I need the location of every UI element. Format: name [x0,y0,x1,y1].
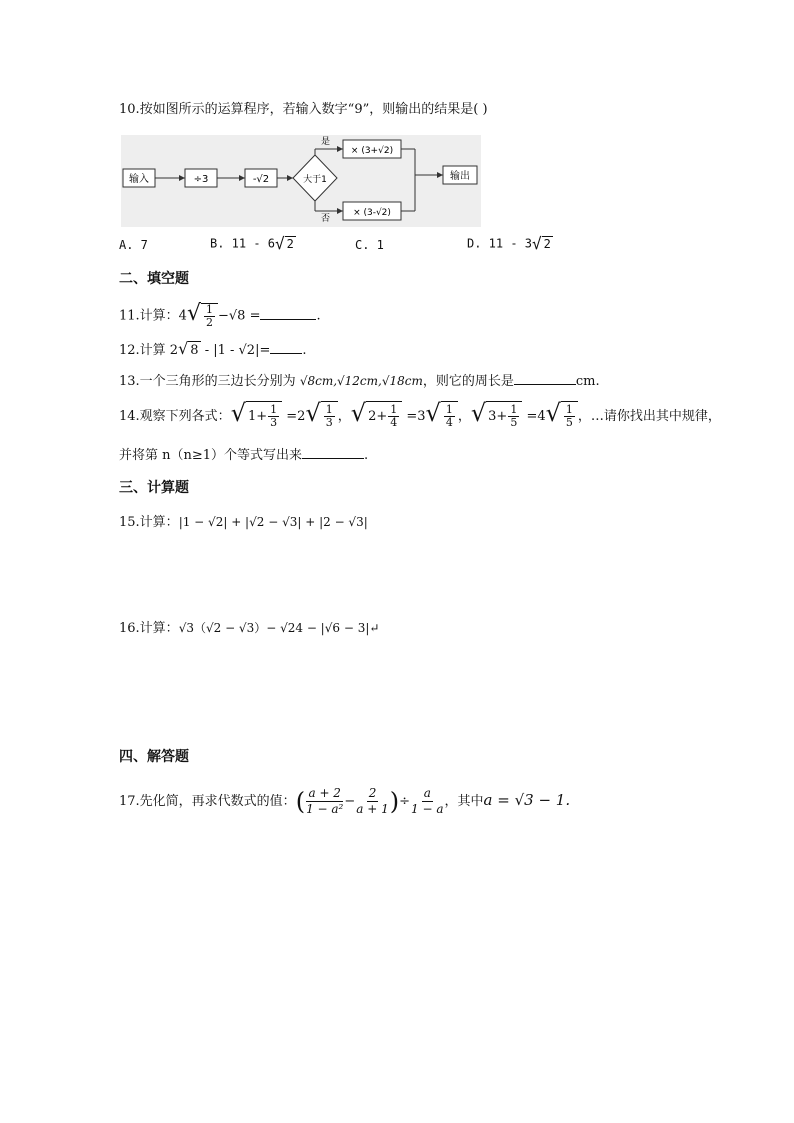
choice-d-text: D. 11 - 3 [467,236,533,251]
choice-a: A. 7 [119,238,148,252]
flow-subtract-label: -√2 [252,174,270,185]
question-16 [119,619,379,638]
choice-d [467,236,553,252]
sqrt-symbol: √ 2+ $\frac{1}{4}$ [351,401,402,432]
q17-prefix: 17.先化简，再求代数式的值： [119,794,296,809]
q14-prefix: 14.观察下列各式： [119,409,231,424]
flow-no-op-label: × (3-√2) [353,208,391,218]
flow-output-label: 输出 [450,171,470,182]
sqrt-symbol: √ $\frac{1}{4}$ [426,401,458,432]
answer-blank[interactable] [514,371,576,385]
q12-middle: - |1 - √2|= [200,343,271,358]
flow-divide-label: ÷3 [193,174,209,185]
sqrt-symbol: √ 8 [178,339,199,358]
flow-no-label: 否 [321,214,331,224]
section-heading-fill-blank: 二、填空题 [119,271,189,287]
answer-blank[interactable] [260,306,316,320]
sqrt-symbol: √ $\frac{1}{5}$ [546,401,578,432]
q12-prefix: 12.计算 2 [119,343,179,358]
q13-sides: √8cm,√12cm,√18cm [299,374,423,388]
answer-blank[interactable] [302,445,364,459]
sqrt-symbol: √ 1+ $\frac{1}{3}$ [231,401,282,432]
sqrt-symbol: √ $\frac{1}{3}$ [305,401,337,432]
flowchart-diagram [121,135,481,227]
flow-yes-op-label: × (3+√2) [350,146,394,156]
flow-yes-label: 是 [321,137,331,147]
q15-prefix: 15.计算： [119,515,179,530]
fraction: $\frac{1}{2}$ [205,303,213,329]
q16-prefix: 16.计算： [119,621,179,636]
fraction: $\frac{2}{a + 1}$ [356,786,389,816]
question-13: 13.一个三角形的三边长分别为 √8cm,√12cm,√18cm，则它的周长是 cm. [119,371,600,391]
choice-b-radicand: 2 [286,237,294,251]
fraction: $\frac{a + 2}{\text{1 − a²}}$ [306,786,344,816]
question-17: 17.先化简，再求代数式的值：( $\frac{a + 2}{\text{1 − a²}}$ − $\frac{2}{a + 1}$ )÷ $\frac{a}{1 - a}$ ，其中a = √3 − 1. [119,786,571,816]
sqrt-symbol: √ 3+ $\frac{1}{5}$ [471,401,522,432]
question-14-line2: 并将第 n（n≥1）个等式写出来 . [119,445,368,465]
question-10-stem: 10.按如图所示的运算程序，若输入数字“9”，则输出的结果是( ) [119,102,488,117]
q11-prefix: 11.计算：4 [119,308,187,324]
choice-d-radicand: 2 [543,237,551,251]
choice-b [210,236,296,252]
choice-b-text: B. 11 - 6 [210,236,276,251]
section-heading-solution: 四、解答题 [119,749,189,765]
section-heading-calculation: 三、计算题 [119,480,189,496]
q16-expression: √3（√2 − √3）− √24 − |√6 − 3|↵ [178,621,380,635]
q14-instruction: 并将第 n（n≥1）个等式写出来 [119,448,303,463]
question-12: 12.计算 2 √ 8 - |1 - √2|= . [119,339,307,358]
answer-blank[interactable] [270,340,302,354]
q17-middle: ，其中 [444,794,484,809]
q11-middle: −√8 = [217,308,261,324]
fraction: $\frac{a}{1 - a}$ [411,786,444,816]
q13-middle: ，则它的周长是 [422,374,514,389]
sqrt-symbol: √ 2 [275,234,294,253]
q13-prefix: 13.一个三角形的三边长分别为 [119,374,300,389]
q14-suffix: ，…请你找出其中规律， [577,409,721,424]
question-15 [119,513,368,532]
sqrt-symbol: √ 2 [532,234,551,253]
choice-c: C. 1 [355,238,384,252]
question-11: 11.计算：4 √ $\frac{1}{2}$ −√8 = . [119,301,321,329]
flow-input-label: 输入 [129,174,149,185]
q17-condition: a = √3 − 1. [483,791,571,809]
question-14: 14.观察下列各式： √ 1+ $\frac{1}{3}$ =2 √ $\frac{1}{3}$ ， √ 2+ $\frac{1}{4}$ =3 √ $\frac{1}{4}$ ， √ 3+ $\frac{1}{5}$ =4 √ $\frac{1}{5}$ ，…请你找出其中规律， [119,401,721,432]
sqrt-symbol: √ $\frac{1}{2}$ [187,303,218,329]
q15-expression: |1 − √2| + |√2 − √3| + |2 − √3| [178,515,368,529]
flow-condition-label: 大于1 [303,175,327,185]
